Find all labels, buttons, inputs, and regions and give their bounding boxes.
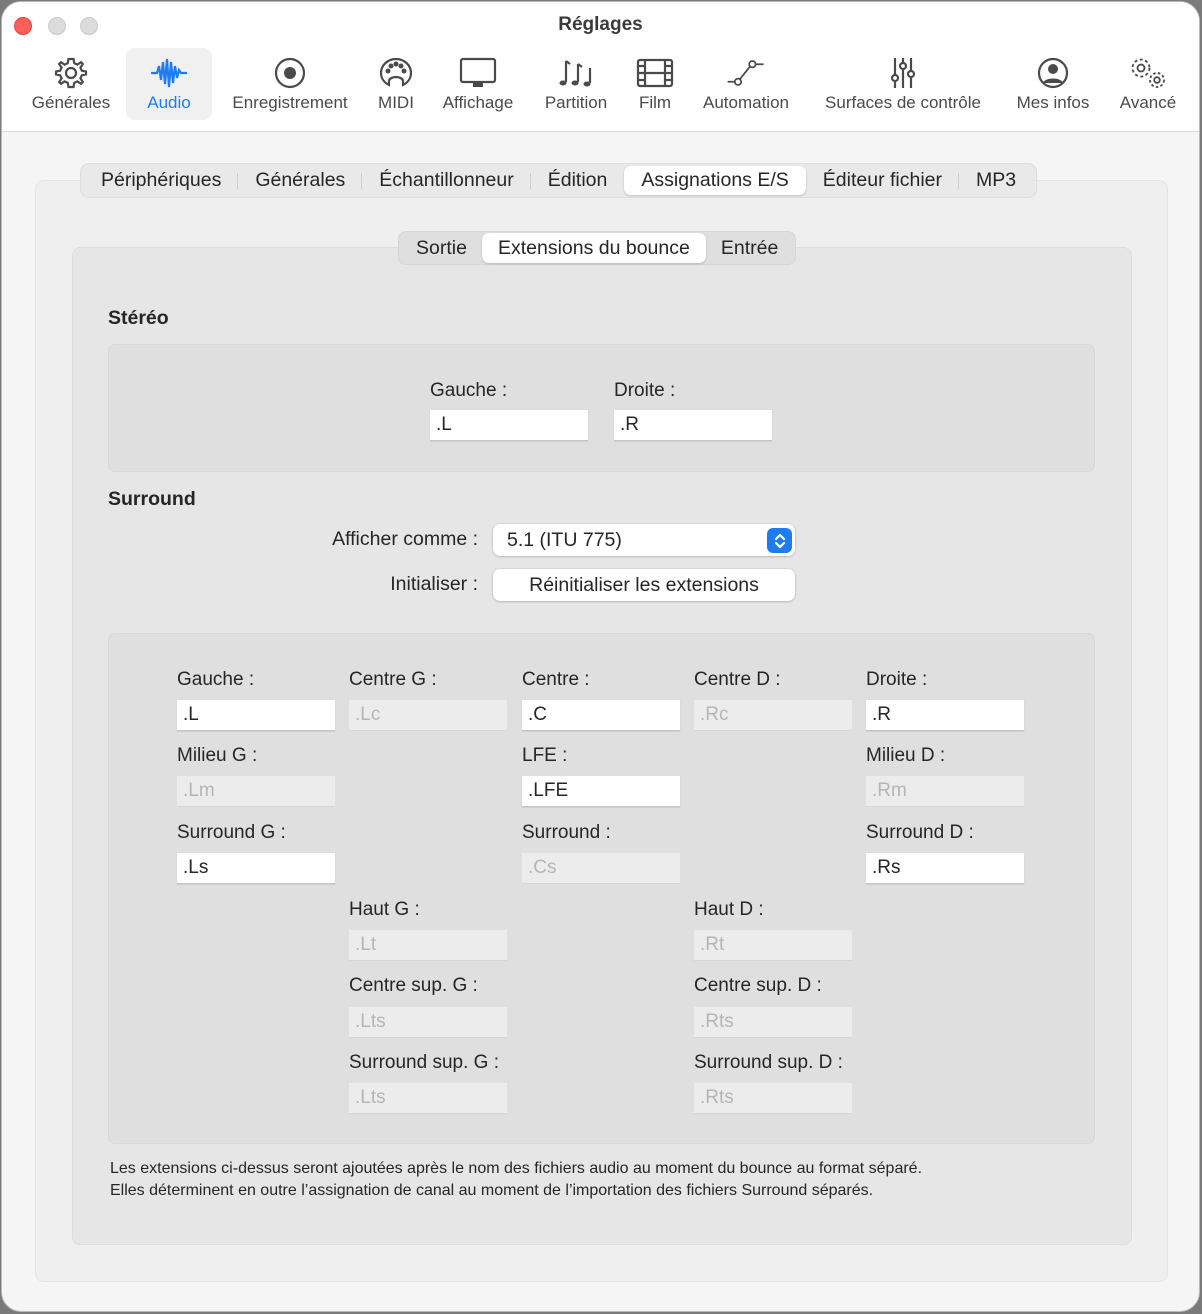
centre-d-label: Centre D : bbox=[694, 669, 781, 690]
toolbar-item-midi[interactable]: MIDI bbox=[368, 48, 424, 120]
tab-echantillonneur[interactable]: Échantillonneur bbox=[362, 166, 530, 195]
stereo-left-label: Gauche : bbox=[430, 380, 508, 401]
centre-sup-d-input bbox=[694, 1007, 852, 1038]
music-notes-icon bbox=[556, 56, 596, 90]
haut-d-input bbox=[694, 930, 852, 961]
surround-g-input[interactable] bbox=[177, 853, 335, 884]
surround-g-label: Surround G : bbox=[177, 822, 286, 843]
surround-d-input[interactable] bbox=[866, 853, 1024, 884]
person-circle-icon bbox=[1033, 56, 1073, 90]
centre-sup-d-label: Centre sup. D : bbox=[694, 975, 822, 996]
centre-g-input bbox=[349, 700, 507, 731]
gear-icon bbox=[51, 56, 91, 90]
centre-sup-g-input bbox=[349, 1007, 507, 1038]
centre-sup-g-label: Centre sup. G : bbox=[349, 975, 478, 996]
toolbar-item-partition[interactable]: Partition bbox=[536, 48, 616, 120]
sub-tab-bar bbox=[398, 231, 796, 265]
stereo-right-input[interactable] bbox=[614, 410, 772, 441]
display-as-value: 5.1 (ITU 775) bbox=[507, 528, 622, 551]
haut-d-label: Haut D : bbox=[694, 899, 764, 920]
settings-window bbox=[1, 1, 1200, 1312]
help-note-line-2: Elles déterminent en outre l’assignation de canal au moment de l’importation des fichiers Surround séparés. bbox=[110, 1182, 874, 1199]
chevron-up-down-icon bbox=[767, 528, 792, 553]
reset-extensions-button[interactable]: Réinitialiser les extensions bbox=[493, 569, 795, 601]
milieu-d-input bbox=[866, 776, 1024, 807]
gauche-input[interactable] bbox=[177, 700, 335, 731]
stereo-right-label: Droite : bbox=[614, 380, 676, 401]
stereo-section-title: Stéréo bbox=[108, 307, 169, 329]
surround-centre-label: Surround : bbox=[522, 822, 611, 843]
surround-sup-g-label: Surround sup. G : bbox=[349, 1052, 499, 1073]
subtab-sortie[interactable]: Sortie bbox=[416, 236, 467, 259]
tab-generales[interactable]: Générales bbox=[238, 166, 362, 195]
centre-d-input bbox=[694, 700, 852, 731]
help-note bbox=[110, 1158, 922, 1202]
gears-icon bbox=[1128, 56, 1168, 90]
tab-editeur-fichier[interactable]: Éditeur fichier bbox=[806, 166, 959, 195]
initialize-label: Initialiser : bbox=[390, 573, 478, 595]
tab-edition[interactable]: Édition bbox=[547, 169, 608, 191]
milieu-g-input bbox=[177, 776, 335, 807]
haut-g-label: Haut G : bbox=[349, 899, 420, 920]
stereo-panel bbox=[108, 344, 1095, 472]
centre-label: Centre : bbox=[522, 669, 590, 690]
window-title: Réglages bbox=[558, 14, 643, 35]
record-icon bbox=[270, 56, 310, 90]
automation-curve-icon bbox=[726, 56, 766, 90]
toolbar-item-mes-infos[interactable]: Mes infos bbox=[1008, 48, 1098, 120]
waveform-icon bbox=[149, 56, 189, 90]
surround-sup-d-input bbox=[694, 1083, 852, 1114]
centre-g-label: Centre G : bbox=[349, 669, 437, 690]
toolbar-item-generales[interactable]: Générales bbox=[24, 48, 118, 120]
stereo-left-input[interactable] bbox=[430, 410, 588, 441]
lfe-label: LFE : bbox=[522, 745, 568, 766]
tab-assignations-es[interactable]: Assignations E/S bbox=[624, 166, 805, 195]
tab-mp3[interactable]: MP3 bbox=[976, 169, 1017, 191]
surround-sup-d-label: Surround sup. D : bbox=[694, 1052, 843, 1073]
droite-label: Droite : bbox=[866, 669, 928, 690]
toolbar-item-audio[interactable]: Audio bbox=[126, 48, 212, 120]
toolbar-item-avance[interactable]: Avancé bbox=[1112, 48, 1184, 120]
milieu-d-label: Milieu D : bbox=[866, 745, 946, 766]
milieu-g-label: Milieu G : bbox=[177, 745, 258, 766]
toolbar-item-enregistrement[interactable]: Enregistrement bbox=[224, 48, 356, 120]
toolbar-item-affichage[interactable]: Affichage bbox=[434, 48, 522, 120]
surround-centre-input bbox=[522, 853, 680, 884]
tab-peripheriques[interactable]: Périphériques bbox=[84, 166, 238, 195]
centre-input[interactable] bbox=[522, 700, 680, 731]
toolbar-item-film[interactable]: Film bbox=[630, 48, 680, 120]
main-tab-bar bbox=[80, 163, 1037, 198]
lfe-input[interactable] bbox=[522, 776, 680, 807]
sliders-icon bbox=[883, 56, 923, 90]
gauche-label: Gauche : bbox=[177, 669, 255, 690]
toolbar-item-automation[interactable]: Automation bbox=[694, 48, 798, 120]
subtab-entree[interactable]: Entrée bbox=[720, 236, 779, 259]
help-note-line-1: Les extensions ci-dessus seront ajoutées après le nom des fichiers audio au moment du bounce au format séparé. bbox=[110, 1160, 923, 1177]
display-as-popup[interactable] bbox=[493, 524, 795, 556]
surround-d-label: Surround D : bbox=[866, 822, 974, 843]
film-icon bbox=[635, 56, 675, 90]
toolbar bbox=[2, 2, 1199, 132]
haut-g-input bbox=[349, 930, 507, 961]
toolbar-item-surfaces-de-controle[interactable]: Surfaces de contrôle bbox=[810, 48, 996, 120]
display-as-label: Afficher comme : bbox=[332, 528, 478, 550]
display-icon bbox=[458, 56, 498, 90]
surround-sup-g-input bbox=[349, 1083, 507, 1114]
midi-connector-icon bbox=[376, 56, 416, 90]
surround-section-title: Surround bbox=[108, 488, 196, 510]
subtab-extensions-du-bounce[interactable]: Extensions du bounce bbox=[482, 233, 706, 263]
droite-input[interactable] bbox=[866, 700, 1024, 731]
